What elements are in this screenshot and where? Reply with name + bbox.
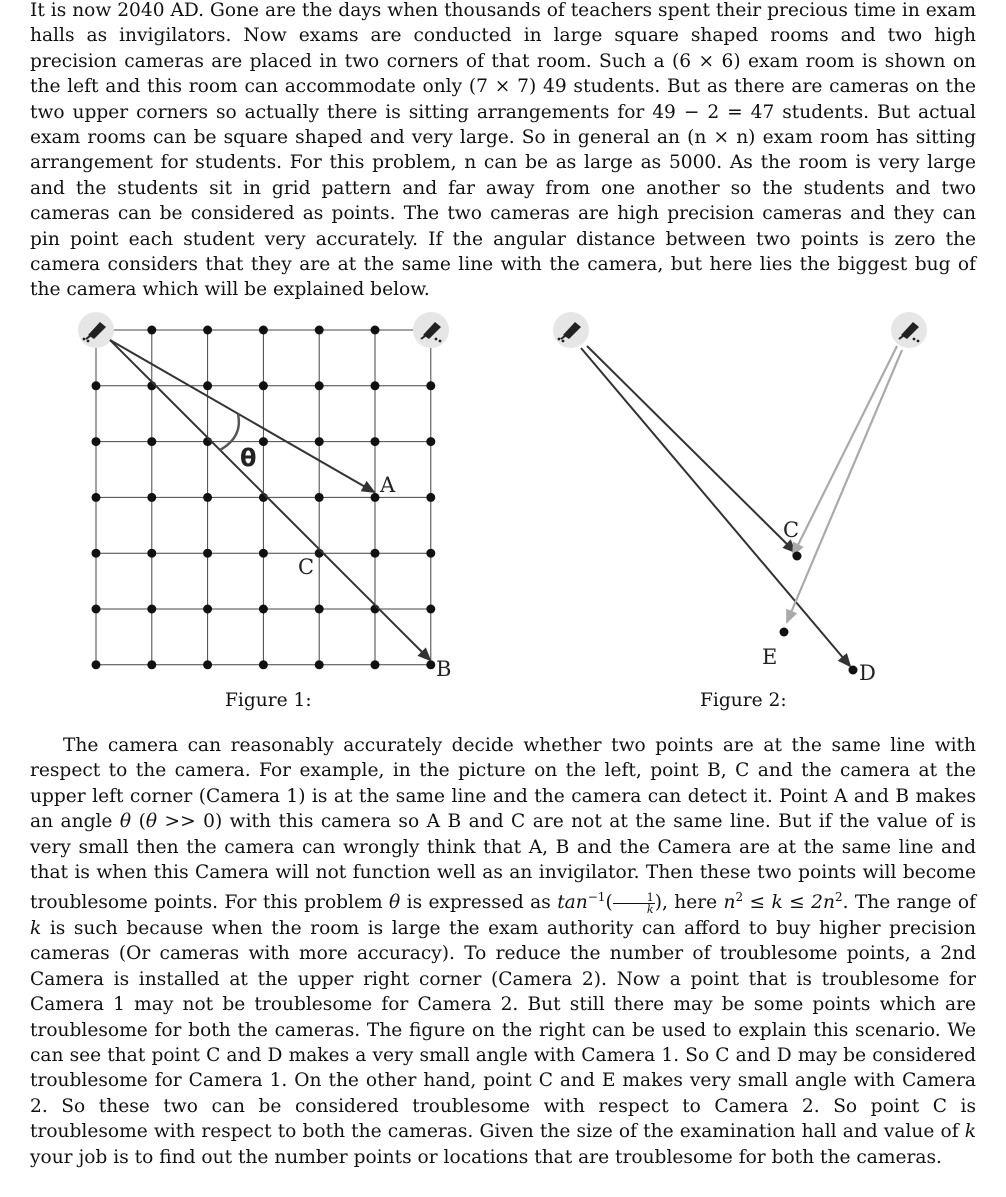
camera-2-icon: [413, 312, 449, 348]
student-point: [259, 326, 268, 335]
k-variable: k: [964, 1121, 976, 1143]
student-point: [315, 605, 324, 614]
body-text-7: is such because when the room is large the exam authority can afford to buy higher precision cameras (Or cameras with more accuracy). To reduce the number of troublesome points, a 2nd Camera is installed at the upper right corner (Camera 2). Now a point that is troublesome for Camera 1 may not be troublesome for Camera 2. But still there may be some points which are troublesome for both the cameras. The figure on the right can be used to explain this scenario. We can see that point C and D makes a very small angle with Camera 1. So C and D may be considered troublesome for Camera 1. On the other hand, point C and E makes very small angle with Camera 2. So these two can be considered troublesome with respect to Camera 2. So point C is troublesome with respect to both the cameras. Given the size of the examination hall and value of: [30, 918, 976, 1143]
label-c: C: [783, 518, 800, 542]
label-b: B: [436, 657, 452, 681]
figure-2-diagram: [545, 300, 945, 690]
figure-1-caption: Figure 1:: [225, 690, 312, 711]
theta-symbol: θ: [119, 811, 132, 833]
body-text-3: >> 0) with this camera so A B and C are not at the same line. But if the value of is very small then the camera can wrongly think that A, B and the Camera are at the same line and that is when this Camera will not function well as an invigilator. Then these two points will become troublesome points. For this problem: [30, 811, 976, 914]
student-point: [315, 660, 324, 669]
student-point: [259, 549, 268, 558]
tan-function: tan: [557, 892, 588, 914]
body-text-4: is expressed as: [400, 892, 558, 914]
student-point: [203, 493, 212, 502]
student-point: [371, 493, 380, 502]
theta-arc: [220, 414, 239, 450]
student-point: [147, 493, 156, 502]
label-a: A: [380, 473, 396, 497]
inequality-middle: ≤ k ≤ 2n: [743, 892, 835, 914]
student-point: [203, 326, 212, 335]
student-point: [315, 381, 324, 390]
student-point: [92, 437, 101, 446]
student-point: [203, 660, 212, 669]
label-c: C: [298, 555, 315, 579]
student-point: [92, 493, 101, 502]
student-point: [426, 437, 435, 446]
body-text-2: (: [131, 811, 146, 833]
k-variable: k: [30, 918, 42, 940]
student-point: [147, 660, 156, 669]
theta-symbol: θ: [389, 892, 401, 914]
student-point: [259, 437, 268, 446]
student-point: [203, 605, 212, 614]
student-point: [92, 660, 101, 669]
theta-label: θ: [240, 444, 257, 472]
ray-to-b: [110, 340, 430, 660]
student-point: [147, 437, 156, 446]
camera-1-icon: [553, 312, 589, 348]
student-point: [426, 660, 435, 669]
student-point: [147, 549, 156, 558]
student-point: [203, 549, 212, 558]
fraction-denominator: k: [646, 903, 654, 917]
intro-paragraph: It is now 2040 AD. Gone are the days when thousands of teachers spent their precious time in exam halls as invigilators. Now exams are conducted in large square shaped rooms and two high precision cameras are placed in two corners of that room. Such a (6 × 6) exam room is shown on the left and this room can accommodate only (7 × 7) 49 students. But as there are cameras on the two upper corners so actually there is sitting arrangements for 49 − 2 = 47 students. But actual exam rooms can be square shaped and very large. So in general an (n × n) exam room has sitting arrangement for students. For this problem, n can be as large as 5000. As the room is very large and the students sit in grid pattern and far away from one another so the students and two cameras can be considered as points. The two cameras are high precision cameras and they can pin point each student very accurately. If the angular distance between two points is zero the camera considers that they are at the same line with the camera, but here lies the biggest bug of the camera which will be explained below.: [30, 0, 976, 301]
student-point: [259, 660, 268, 669]
student-point: [371, 549, 380, 558]
ray-cam2-to-c: [793, 346, 897, 555]
point-e: [780, 628, 789, 637]
label-e: E: [762, 645, 778, 669]
student-point: [92, 381, 101, 390]
student-point: [147, 605, 156, 614]
student-point: [259, 381, 268, 390]
student-point: [92, 605, 101, 614]
inequality-n: n: [723, 892, 736, 914]
student-point: [426, 381, 435, 390]
student-point: [426, 605, 435, 614]
student-point: [371, 660, 380, 669]
student-point: [147, 326, 156, 335]
ray-cam1-to-c: [587, 346, 795, 552]
figure-1-grid-diagram: [70, 300, 460, 690]
student-point: [315, 326, 324, 335]
student-point: [371, 381, 380, 390]
student-point: [371, 326, 380, 335]
fraction: [613, 892, 655, 915]
label-d: D: [859, 661, 876, 685]
camera-2-icon: [891, 312, 927, 348]
theta-symbol: θ: [145, 811, 158, 833]
figure-2-caption: Figure 2:: [700, 690, 787, 711]
student-point: [426, 493, 435, 502]
body-text-1: The camera can reasonably accurately decide whether two points are at the same line with respect to the camera. For example, in the picture on the left, point B, C and the camera at the upper left corner (Camera 1) is at the same line and the camera can detect it. Point A and B makes an angle: [30, 735, 976, 833]
inequality-exponent: 2: [735, 890, 744, 905]
student-point: [259, 605, 268, 614]
student-point: [203, 381, 212, 390]
inequality-exponent: 2: [834, 890, 843, 905]
body-text-8: your job is to find out the number points or locations that are troublesome for both the cameras.: [30, 1146, 942, 1168]
body-text-6: . The range of: [842, 892, 976, 914]
student-point: [315, 493, 324, 502]
fraction-numerator: 1: [613, 892, 655, 904]
ray-cam2-to-e: [787, 350, 902, 622]
tan-exponent: −1: [587, 890, 606, 905]
camera-1-icon: [78, 312, 114, 348]
student-point: [92, 549, 101, 558]
ray-cam1-to-d: [581, 348, 850, 666]
body-paragraph: The camera can reasonably accurately decide whether two points are at the same line with respect to the camera. For example, in the picture on the left, point B, C and the camera at the upper left corner (Camera 1) is at the same line and the camera can detect it. Point A and B makes an angle θ (θ >> 0) with this camera so A B and C are not at the same line. But if the value of is very small then the camera can wrongly think that A, B and the Camera are at the same line and that is when this Camera will not function well as an invigilator. Then these two points will become troublesome points. For this problem θ is expressed as $\tan^{-1}$( $\frac{1}{k}$ ), here $n^2 \le k \le 2n^2$. The range of k is such because when the room is large the exam authority can afford to buy higher precision cameras (Or cameras with more accuracy). To reduce the number of troublesome points, a 2nd Camera is installed at the upper right corner (Camera 2). Now a point that is troublesome for Camera 1 may not be troublesome for Camera 2. But still there may be some points which are troublesome for both the cameras. The figure on the right can be used to explain this scenario. We can see that point C and D makes a very small angle with Camera 1. So C and D may be considered troublesome for Camera 1. On the other hand, point C and E makes very small angle with Camera 2. So these two can be considered troublesome with respect to Camera 2. So point C is troublesome with respect to both the cameras. Given the size of the examination hall and value of k your job is to find out the number points or locations that are troublesome for both the cameras.: [30, 735, 976, 1168]
body-text-5: , here: [661, 892, 724, 914]
point-c: [793, 552, 802, 561]
student-point: [315, 437, 324, 446]
point-d: [849, 666, 858, 675]
student-point: [371, 437, 380, 446]
student-point: [426, 549, 435, 558]
